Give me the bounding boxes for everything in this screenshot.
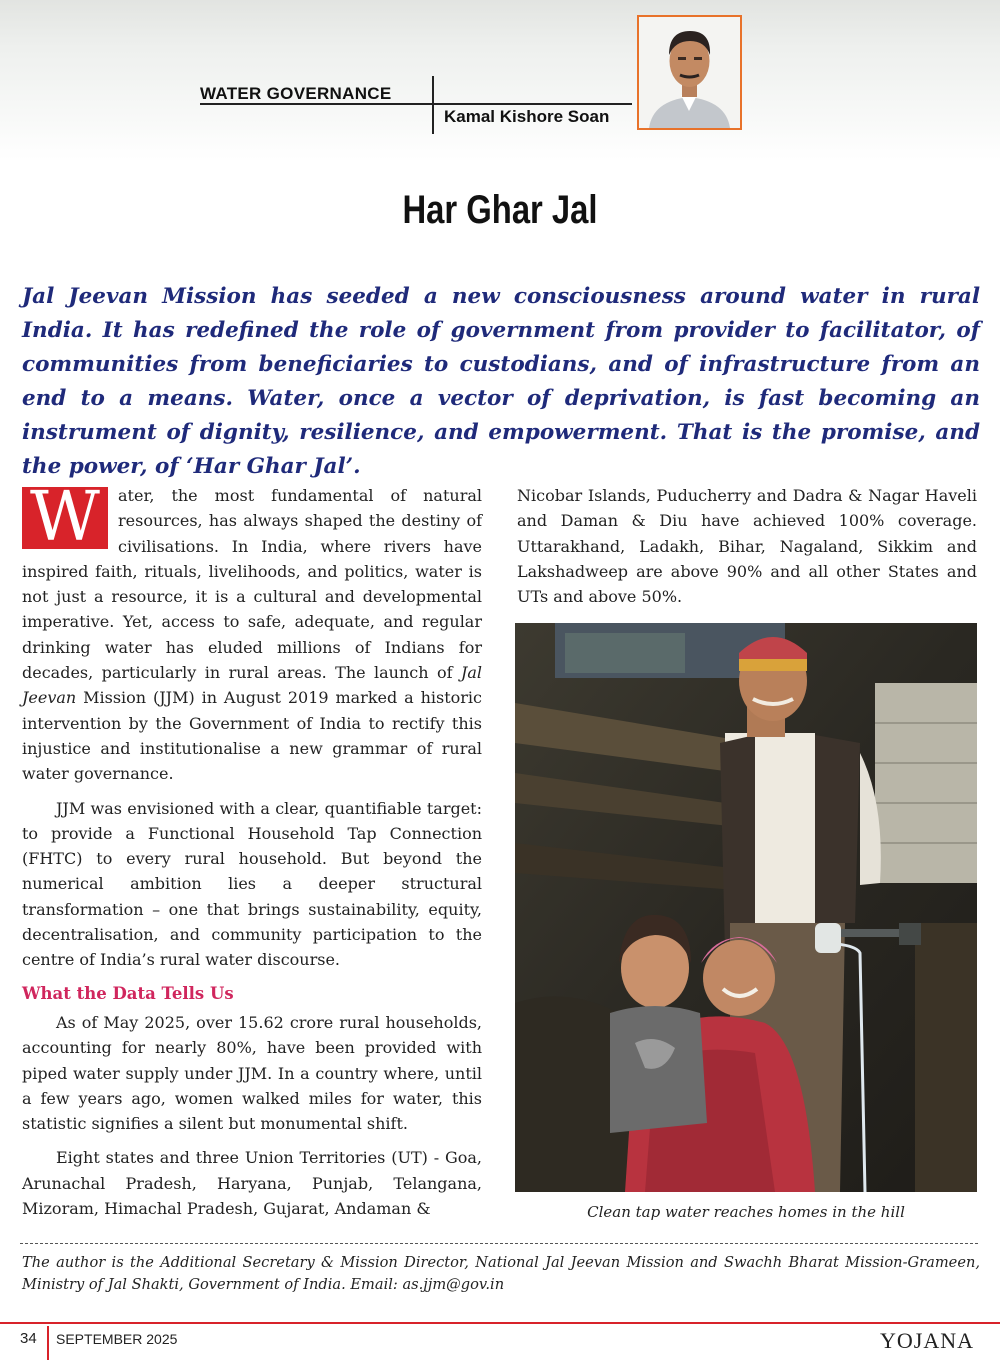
article-title: Har Ghar Jal	[402, 188, 598, 232]
body-paragraph-1: W ater, the most fundamental of natural resources, has always shaped the destiny of civilisations. In India, where rivers have inspired faith, rituals, livelihoods, and politics, water is not just a resource, it is a cultural and developmental imperative. Yet, access to safe, adequate, and regular drinking water has eluded millions of Indians for decades, particularly in rural areas. The launch of Jal Jeevan Mission (JJM) in August 2019 marked a historic intervention by the Government of India to rectify this injustice and institutionalise a new grammar of rural water governance.	[22, 478, 482, 784]
footer-rule	[0, 1322, 1000, 1324]
author-note: The author is the Additional Secretary & Mission Director, National Jal Jeevan Mission and Swachh Bharat Mission-Grameen, Ministry of Jal Shakti, Government of India. Email: as.jjm@gov.in	[22, 1254, 980, 1293]
header-divider-vertical	[432, 76, 434, 134]
article-photo	[515, 623, 977, 1192]
author-photo	[637, 15, 742, 130]
footer-separator	[47, 1326, 49, 1360]
body-column-right	[517, 483, 977, 609]
page-number: 34	[20, 1330, 37, 1347]
article-lead: Jal Jeevan Mission has seeded a new consciousness around water in rural India. It has redefined the role of government from provider to facilitator, of communities from beneficiaries to custodians, and of infrastructure from an end to a means. Water, once a vector of deprivation, is fast becoming an instrument of dignity, resilience, and empowerment. That is the promise, and the power, of ‘Har Ghar Jal’.	[22, 284, 980, 479]
family-at-tap-photo-icon	[515, 623, 977, 1192]
header-divider-horizontal	[200, 103, 632, 105]
author-name: Kamal Kishore Soan	[444, 107, 610, 126]
subheading: What the Data Tells Us	[22, 983, 234, 1003]
author-note-divider	[20, 1243, 978, 1244]
body-column-left	[22, 478, 482, 1221]
body-paragraph-3: As of May 2025, over 15.62 crore rural households, accounting for nearly 80%, have been provided with piped water supply under JJM. In a country where, until a few years ago, women walked miles for water, this statistic signifies a silent but monumental shift.	[22, 1012, 482, 1134]
header-background	[0, 0, 1000, 160]
photo-caption: Clean tap water reaches homes in the hill	[587, 1203, 905, 1221]
body-paragraph-4-continued: Nicobar Islands, Puducherry and Dadra & Nagar Haveli and Daman & Diu have achieved 100% coverage. Uttarakhand, Ladakh, Bihar, Nagaland, Sikkim and Lakshadweep are above 90% and all other States and UTs and above 50%.	[517, 486, 977, 607]
section-label: WATER GOVERNANCE	[200, 84, 392, 103]
author-portrait-icon	[639, 17, 740, 128]
magazine-name: YOJANA	[880, 1328, 974, 1353]
body-paragraph-2: JJM was envisioned with a clear, quantifiable target: to provide a Functional Household Tap Connection (FHTC) to every rural household. But beyond the numerical ambition lies a deeper structural transformation – one that brings sustainability, equity, decentralisation, and community participation to the centre of India’s rural water discourse.	[22, 798, 482, 970]
issue-date: SEPTEMBER 2025	[56, 1331, 178, 1347]
body-paragraph-4: Eight states and three Union Territories (UT) - Goa, Arunachal Pradesh, Haryana, Punjab, Telangana, Mizoram, Himachal Pradesh, Gujarat, Andaman &	[22, 1148, 482, 1219]
drop-cap: W	[22, 487, 108, 549]
